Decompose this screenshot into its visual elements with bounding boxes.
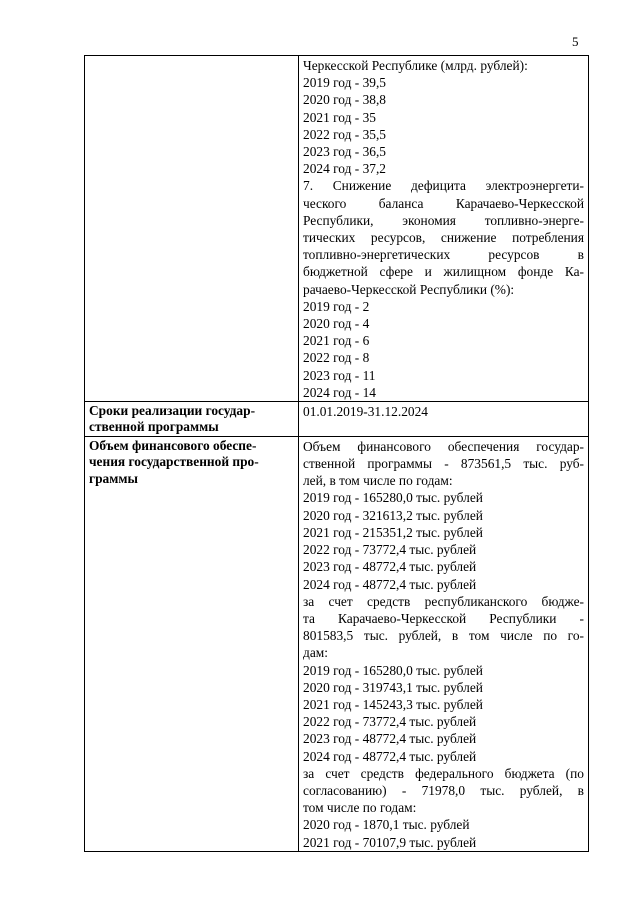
text-line: за счет средств федерального бюджета (по xyxy=(303,765,584,781)
table-body xyxy=(85,56,589,852)
text-line: 801583,5 тыс. рублей, в том числе по го- xyxy=(303,628,584,644)
text-line: 2020 год - 38,8 xyxy=(303,92,386,108)
page-number: 5 xyxy=(572,34,579,49)
text-line: 2019 год - 39,5 xyxy=(303,75,386,91)
text-line: 2020 год - 319743,1 тыс. рублей xyxy=(303,679,483,695)
text-line: Объем финансового обеспечения государ- xyxy=(303,438,584,454)
text-line: 2021 год - 215351,2 тыс. рублей xyxy=(303,524,483,540)
text-line: 2023 год - 36,5 xyxy=(303,144,386,160)
row-label-line: чения государственной про- xyxy=(89,454,259,470)
text-line: Республики, экономия топливно-энерге- xyxy=(303,212,584,228)
row-label-cell xyxy=(85,436,299,851)
text-line: 2024 год - 14 xyxy=(303,384,376,400)
text-line: 2019 год - 2 xyxy=(303,298,370,314)
text-line: том числе по годам: xyxy=(303,800,417,816)
text-line: 2021 год - 6 xyxy=(303,333,370,349)
text-line: 2024 год - 37,2 xyxy=(303,161,386,177)
text-line: 7. Снижение дефицита электроэнергети- xyxy=(303,178,584,194)
text-line: бюджетной сфере и жилищном фонде Ка- xyxy=(303,264,584,280)
table-row xyxy=(85,436,589,851)
text-line: лей, в том числе по годам: xyxy=(303,473,453,489)
text-line: 2019 год - 165280,0 тыс. рублей xyxy=(303,662,483,678)
text-line: 2022 год - 73772,4 тыс. рублей xyxy=(303,542,477,558)
text-line: ческого баланса Карачаево-Черкесской xyxy=(303,195,584,211)
row-label-line: Сроки реализации государ- xyxy=(89,403,256,419)
table-row xyxy=(85,402,589,437)
text-line: ственной программы - 873561,5 тыс. руб- xyxy=(303,456,584,472)
text-line: 2021 год - 35 xyxy=(303,109,376,125)
text-line: согласованию) - 71978,0 тыс. рублей, в xyxy=(303,782,584,798)
text-line: дам: xyxy=(303,645,328,661)
row-label-line: граммы xyxy=(89,470,138,486)
table-row xyxy=(85,56,589,402)
text-line: 2022 год - 35,5 xyxy=(303,126,386,142)
text-line: 2020 год - 4 xyxy=(303,316,370,332)
program-passport-table xyxy=(84,55,589,852)
text-line: 2020 год - 321613,2 тыс. рублей xyxy=(303,507,483,523)
text-line: тических ресурсов, снижение потребления xyxy=(303,230,584,246)
text-line: 2022 год - 8 xyxy=(303,350,370,366)
text-line: 01.01.2019-31.12.2024 xyxy=(303,404,428,420)
text-line: 2023 год - 48772,4 тыс. рублей xyxy=(303,559,477,575)
text-line: 2019 год - 165280,0 тыс. рублей xyxy=(303,490,483,506)
row-value-cell xyxy=(299,436,589,851)
text-line: 2023 год - 48772,4 тыс. рублей xyxy=(303,731,477,747)
text-line: за счет средств республиканского бюдже- xyxy=(303,593,584,609)
row-label-cell xyxy=(85,56,299,402)
text-line: 2022 год - 73772,4 тыс. рублей xyxy=(303,714,477,730)
text-line: 2024 год - 48772,4 тыс. рублей xyxy=(303,576,477,592)
text-line: 2021 год - 70107,9 тыс. рублей xyxy=(303,834,477,850)
text-line: рачаево-Черкесской Республики (%): xyxy=(303,281,515,297)
text-line: топливно-энергетических ресурсов в xyxy=(303,247,584,263)
text-line: 2020 год - 1870,1 тыс. рублей xyxy=(303,817,470,833)
text-line: 2023 год - 11 xyxy=(303,367,376,383)
row-label-cell xyxy=(85,402,299,437)
row-value-cell xyxy=(299,402,589,437)
row-label-line: ственной программы xyxy=(89,419,219,435)
text-line: 2024 год - 48772,4 тыс. рублей xyxy=(303,748,477,764)
row-value-cell xyxy=(299,56,589,402)
text-line: та Карачаево-Черкесской Республики - xyxy=(303,610,584,626)
text-line: 2021 год - 145243,3 тыс. рублей xyxy=(303,696,483,712)
text-line: Черкесской Республике (млрд. рублей): xyxy=(303,58,528,73)
row-label-line: Объем финансового обеспе- xyxy=(89,437,257,453)
